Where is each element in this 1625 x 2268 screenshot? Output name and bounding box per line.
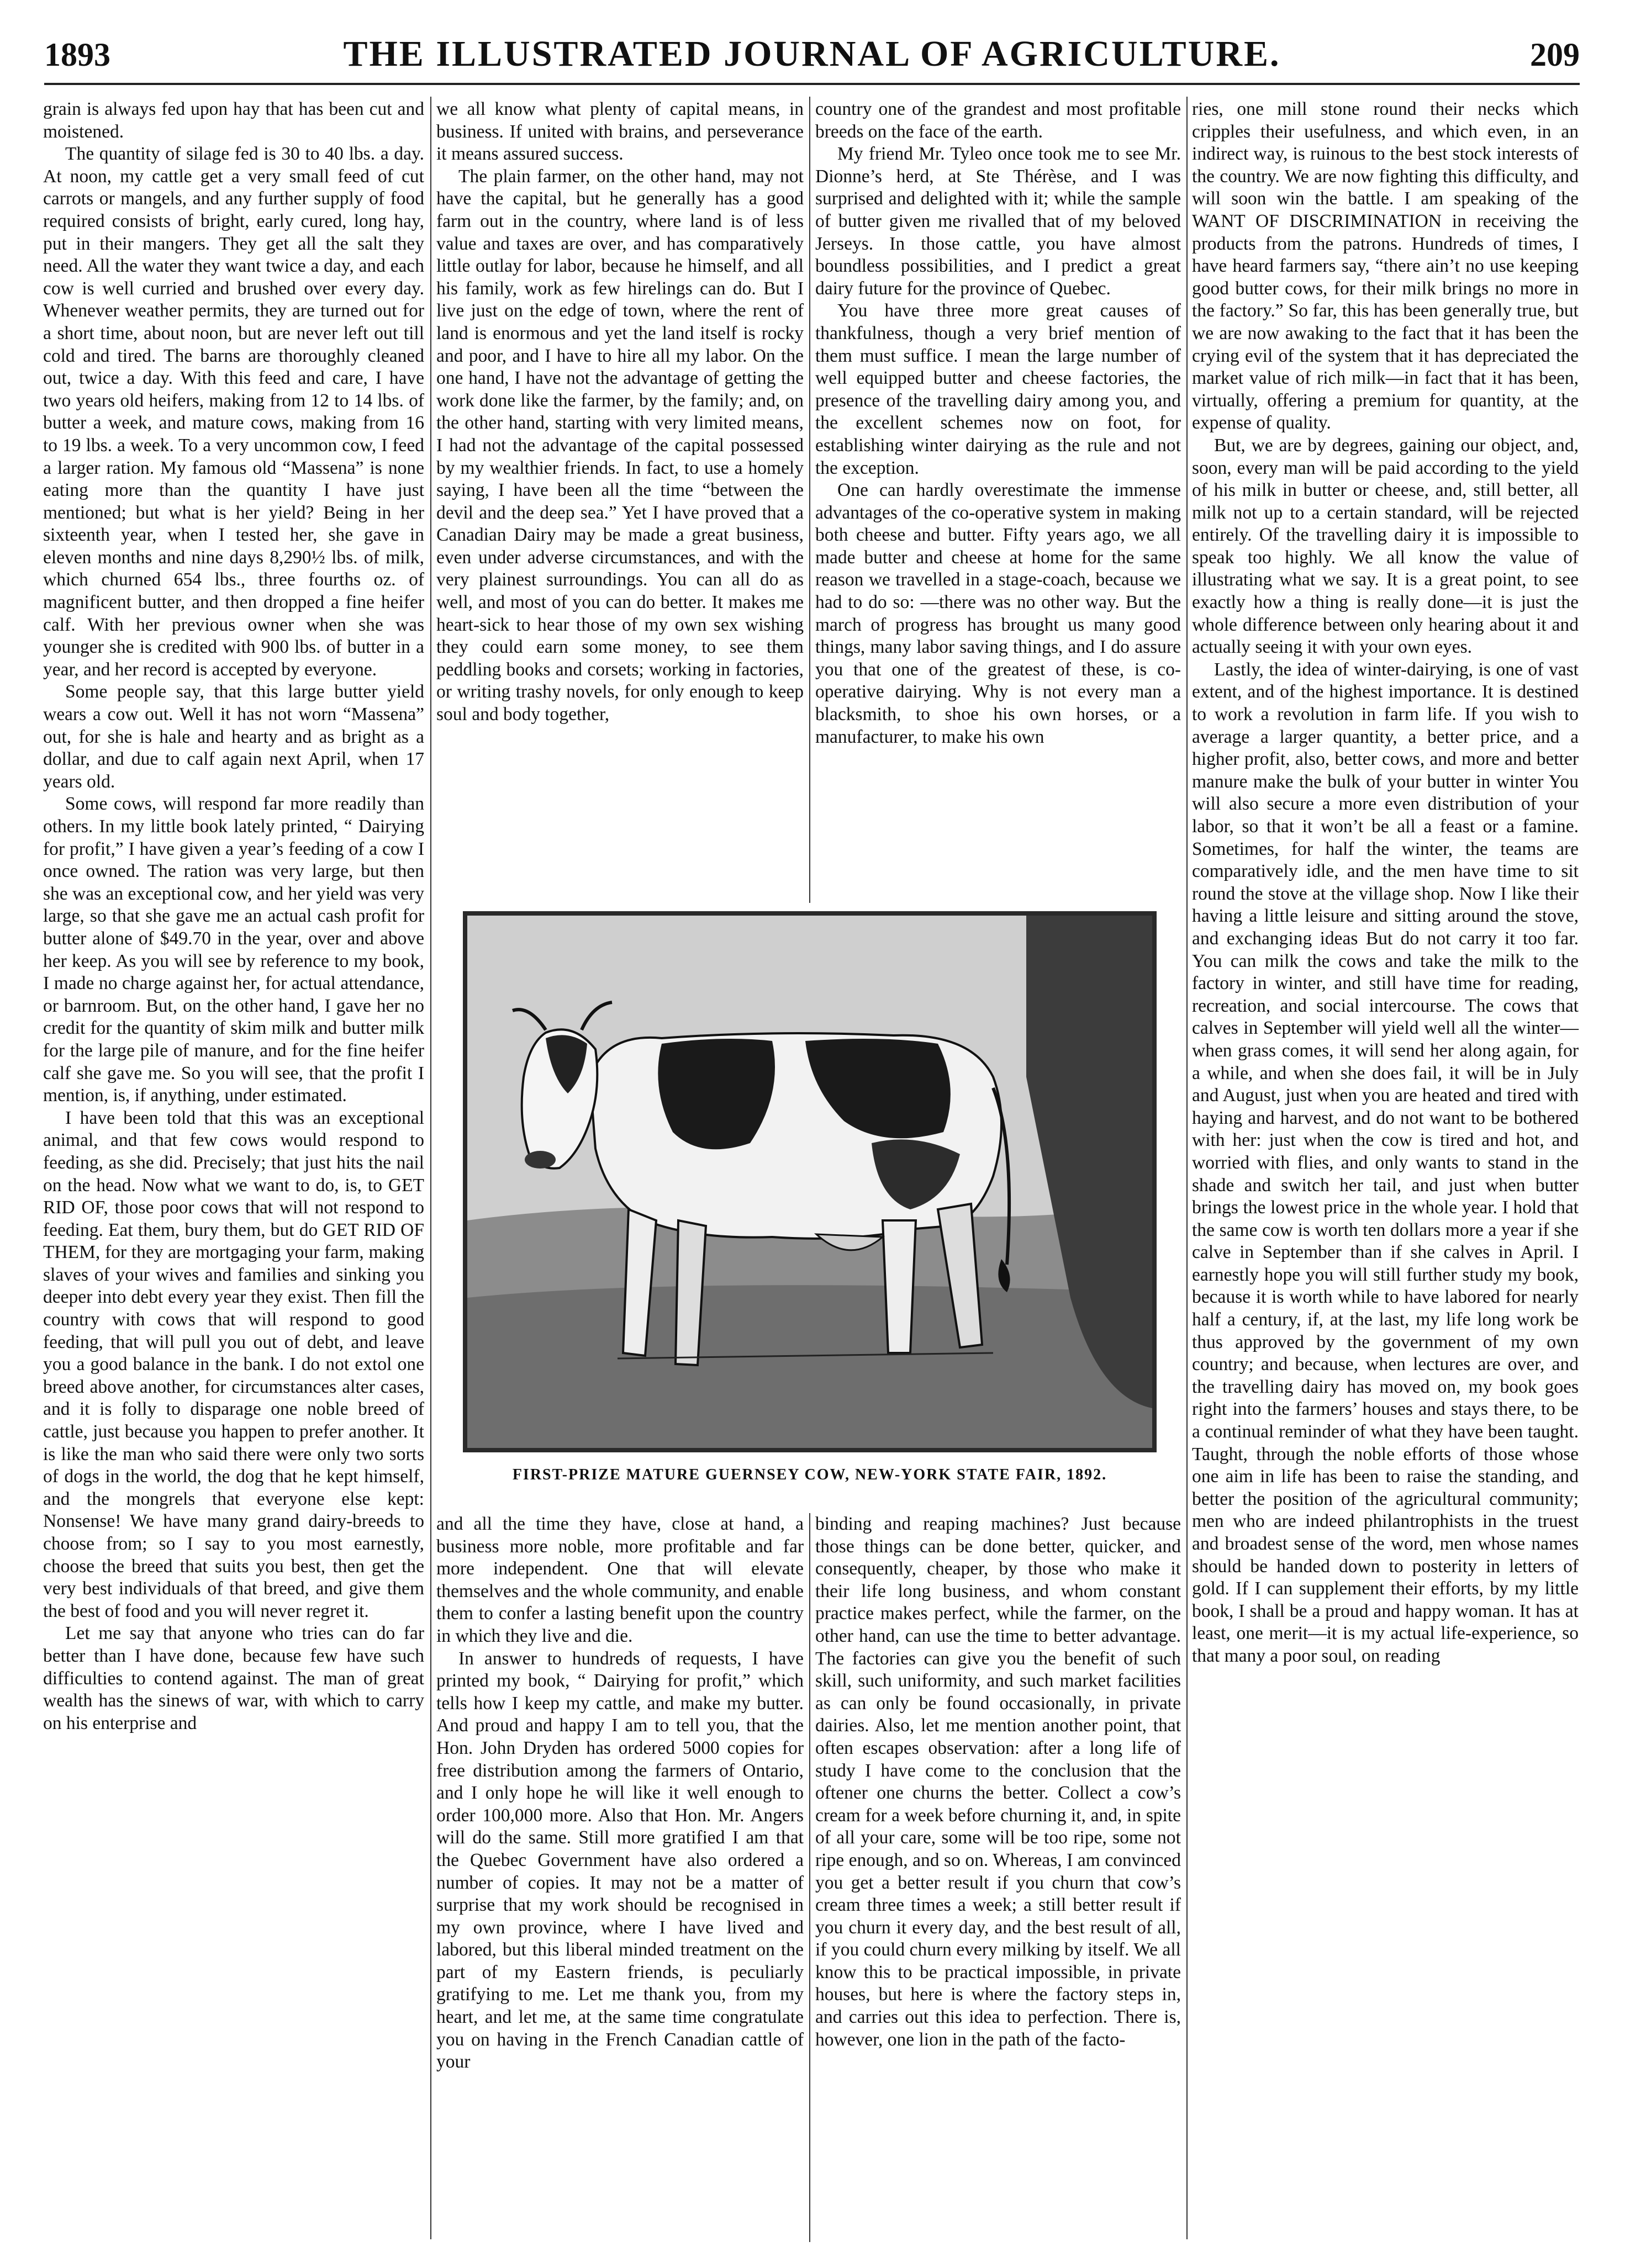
paragraph: You have three more great causes of thankfulness, though a very brief mention of them must suffice. I mean the large number of well equipped butter and cheese factories, the presence of the travelling dairy among you, and the excellent schemes now on foot, for establishing winter dairying as the rule and not the exception. xyxy=(815,300,1181,478)
paragraph: In answer to hundreds of requests, I have printed my book, “ Dairying for profit,” which tells how I keep my cattle, and make my butter. And proud and happy I am to tell you, that the Hon. John Dryden has ordered 5000 copies for free distribution among the farmers of Ontario, and I only hope he will like it well enough to order 100,000 more. Also that Hon. Mr. Angers will do the same. Still more gratified I am that the Quebec Government have also ordered a number of copies. It may not be a matter of surprise that my work should be recognised in my own province, where I have lived and labored, but this liberal minded treatment on the part of my Eastern friends, is peculiarly gratifying to me. Let me thank you, from my heart, and let me, at the same time congratulate you on having in the French Canadian cattle of your xyxy=(436,1648,804,2073)
paragraph: Some cows, will respond far more readily than others. In my little book lately printed, “ Dairying for profit,” I have given a year’s feeding of a cow I once owned. The ration was very large, but then she was an exceptional cow, and her yield was very large, so that she gave me an actual cash profit for butter alone of $49.70 in the year, over and above her keep. As you will see by reference to my book, I made no charge against her, for actual attendance, or barnroom. But, on the other hand, I gave her no credit for the quantity of skim milk and butter milk for the large pile of manure, and for the fine heifer calf she gave me. So you will see, that the profit I mention, is, if anything, under estimated. xyxy=(43,794,424,1106)
paragraph: I have been told that this was an exceptional animal, and that few cows would respond to feeding, as she did. Precisely; that just hits the nail on the head. Now what we want to do, is, to GET RID OF, those poor cows that will not respond to feeding. Eat them, bury them, but do GET RID OF THEM, for they are mortgaging your farm, making slaves of your wives and families and sinking you deeper into debt every year they exist. Then fill the country with cows that will respond to good feeding, that will pull you out of debt, and leave you a good balance in the bank. I do not extol one breed above another, for circumstances alter cases, and it is folly to disparage one noble breed of cattle, just because you happen to prefer another. It is like the man who said there were only two sorts of dogs in the world, the dog that he kept himself, and the mongrels that everyone else kept: Nonsense! We have many grand dairy-breeds to choose from; so I say to you most earnestly, choose the breed that suits you best, then get the very best individuals of that breed, and give them the best of food and you will never regret it. xyxy=(43,1107,424,1621)
text-column-3-bottom xyxy=(815,1513,1181,2051)
column-divider xyxy=(809,1513,810,2242)
paragraph: Lastly, the idea of winter-dairying, is one of vast extent, and of the highest importance. It is destined to work a revolution in farm life. If you wish to average a larger quantity, a better price, and a higher profit, also, better cows, and more and better manure make the bulk of your butter in winter You will also secure a more even distribution of your labor, so that it won’t be all a feast or a famine. Sometimes, for half the winter, the teams are comparatively idle, and the men have time to sit round the stove at the village shop. Now I like their having a little leisure and sitting around the stove, and exchanging ideas But do not carry it too far. You can milk the cows and take the milk to the factory in winter, and still have time for reading, recreation, and social intercourse. The cows that calves in September will yield well all the winter—when grass comes, it will send her along again, for a while, and when she does fail, it will be in July and August, just when you are heated and tired with haying and harvest, and do not want to be bothered with her: just when the cow is tired and hot, and worried with flies, and only wants to stand in the shade and switch her tail, and just when butter brings the lowest price in the whole year. I hold that the same cow is worth ten dollars more a year if she calve in September than if she calves in April. I earnestly hope you will still further study my book, because it is worth while to have labored for nearly half a century, if, at the last, my life long work be thus approved by the government of my own country; and because, when lectures are over, and the travelling dairy has moved on, my book goes right into the farmers’ houses and stays there, to be a continual reminder of what they have been taught. Taught, through the noble efforts of those whose one aim in life has been to raise the standing, and better the position of the agricultural community; men who are indeed philantrophists in the truest and broadest sense of the word, men whose names should be handed down to posterity in letters of gold. If I can supplement their efforts, by my little book, I shall be a proud and happy woman. It has at least, one merit—it is my actual life-experience, so that many a poor soul, on reading xyxy=(1192,659,1579,1666)
column-divider xyxy=(1186,97,1188,2239)
figure-caption: FIRST-PRIZE MATURE GUERNSEY COW, NEW-YORK STATE FAIR, 1892. xyxy=(512,1466,1107,1483)
paragraph: The quantity of silage fed is 30 to 40 lbs. a day. At noon, my cattle get a very small feed of cut carrots or mangels, and any further supply of food required consists of bright, early cured, long hay, put in their mangers. They get all the salt they need. All the water they want twice a day, and each cow is well curried and brushed over every day. Whenever weather permits, they are turned out for a short time, about noon, but are never left out till cold and tired. The barns are thoroughly cleaned out, twice a day. With this feed and care, I have two years old heifers, making from 12 to 14 lbs. of butter a week, and mature cows, making from 16 to 19 lbs. a week. To a very uncommon cow, I feed a larger ration. My famous old “Massena” is none eating more than the quantity I have just mentioned; but what is her yield? Being in her sixteenth year, when I tested her, she gave in eleven months and nine days 8,290½ lbs. of milk, which churned 654 lbs., three fourths oz. of magnificent butter, and then dropped a fine heifer calf. With her previous owner when she was younger she is credited with 900 lbs. of butter in a year, and her record is accepted by everyone. xyxy=(43,144,424,680)
journal-title: THE ILLUSTRATED JOURNAL OF AGRICULTURE. xyxy=(343,34,1281,74)
paragraph: and all the time they have, close at hand, a business more noble, more profitable and far more independent. One that will elevate themselves and the whole community, and enable them to confer a lasting benefit upon the country in which they live and die. xyxy=(436,1514,804,1646)
column-divider xyxy=(809,97,810,903)
paragraph: One can hardly overestimate the immense advantages of the co-operative system in making both cheese and butter. Fifty years ago, we all made butter and cheese at home for the same reason we travelled in a stage-coach, because we had to do so: —there was no other way. But the march of progress has brought us many good things, many labor saving things, and I do assure you that one of the greatest of these, is co-operative dairying. Why is not every man a blacksmith, to shoe his own horses, or a manufacturer, to make his own xyxy=(815,480,1181,747)
paragraph: grain is always fed upon hay that has been cut and moistened. xyxy=(43,99,424,142)
page-number: 209 xyxy=(1530,36,1580,73)
text-column-2-bottom xyxy=(436,1513,804,2074)
paragraph: country one of the grandest and most profitable breeds on the face of the earth. xyxy=(815,99,1181,142)
page-header xyxy=(44,22,1580,83)
text-column-4 xyxy=(1192,98,1579,1668)
paragraph: The plain farmer, on the other hand, may not have the capital, but he generally has a good farm out in the country, where land is of less value and taxes are over, and has comparatively little outlay for labor, because he himself, and all his family, work as few hirelings can do. But I live just on the edge of town, where the rent of land is enormous and yet the land itself is rocky and poor, and I have to hire all my labor. On the one hand, I have not the advantage of getting the work done like the farmer, by the family; and, on the other hand, starting with very limited means, I had not the advantage of the capital possessed by my wealthier friends. In fact, to use a homely saying, I have been all the time “between the devil and the deep sea.” Yet I have proved that a Canadian Dairy may be made a great business, even under adverse circumstances, and with the very plainest surroundings. You can all do as well, and most of you can do better. It makes me heart-sick to hear those of my own sex wishing they could earn some money, to see them peddling books and corsets; working in factories, or writing trashy novels, for only enough to keep soul and body together, xyxy=(436,166,804,725)
paragraph: binding and reaping machines? Just because those things can be done better, quicker, and consequently, cheaper, by those who make it their life long business, and whom constant practice makes perfect, while the farmer, on the other hand, can use the time to better advantage. The factories can give you the benefit of such skill, such uniformity, and such market facilities as can only be found occasionally, in private dairies. Also, let me mention another point, that often escapes observation: after a long life of study I have come to the conclusion that the oftener one churns the better. Collect a cow’s cream for a week before churning it, and, in spite of all your care, some will be too ripe, some not ripe enough, and so on. Whereas, I am convinced you get a better result if you churn that cow’s cream three times a week; a still better result if you churn it every day, and the best result of all, if you could churn every milking by itself. We all know this to be practical impossible, in private houses, but here is where the factory steps in, and carries out this idea to perfection. There is, however, one lion in the path of the facto- xyxy=(815,1514,1181,2050)
header-year: 1893 xyxy=(44,36,110,73)
paragraph: we all know what plenty of capital means, in business. If united with brains, and perseverance it means assured success. xyxy=(436,99,804,165)
paragraph: My friend Mr. Tyleo once took me to see Mr. Dionne’s herd, at Ste Thérèse, and I was surprised and delighted with it; while the sample of butter given me rivalled that of my beloved Jerseys. In those cattle, you have almost boundless possibilities, and I predict a great dairy future for the province of Quebec. xyxy=(815,144,1181,299)
column-divider xyxy=(430,97,431,2239)
header-rule xyxy=(44,83,1580,85)
paragraph: Some people say, that this large butter yield wears a cow out. Well it has not worn “Massena” out, for she is hale and hearty and as bright as a dollar, and due to calf again next April, when 17 years old. xyxy=(43,681,424,792)
text-column-3-top xyxy=(815,98,1181,748)
cow-illustration xyxy=(463,911,1157,1452)
paragraph: ries, one mill stone round their necks which cripples their usefulness, and which even, in an indirect way, is ruinous to the best stock interests of the country. We are now fighting this difficulty, and will soon win the battle. I am speaking of the WANT OF DISCRIMINATION in receiving the products from the patrons. Hundreds of times, I have heard farmers say, “there ain’t no use keeping good butter cows, for their milk brings no more in the factory.” So far, this has been generally true, but we are now awaking to the fact that it has been the crying evil of the system that it has depreciated the market value of rich milk—in fact that it has been, virtually, offering a premium for quantity, at the expense of quality. xyxy=(1192,99,1579,433)
cow-engraving xyxy=(463,911,1157,1452)
text-column-2-top xyxy=(436,98,804,726)
paragraph: Let me say that anyone who tries can do far better than I have done, because few have such difficulties to contend against. The man of great wealth has the sinews of war, with which to carry on his enterprise and xyxy=(43,1623,424,1733)
paragraph: But, we are by degrees, gaining our object, and, soon, every man will be paid according to the yield of his milk in butter or cheese, and, still better, all milk not up to a certain standard, will be rejected entirely. Of the travelling dairy it is impossible to speak too highly. We all know the value of illustrating what we say. It is a great point, to see exactly how a thing is really done—it is just the whole difference between only hearing about it and actually seeing it with your own eyes. xyxy=(1192,435,1579,658)
text-column-1 xyxy=(43,98,424,1735)
